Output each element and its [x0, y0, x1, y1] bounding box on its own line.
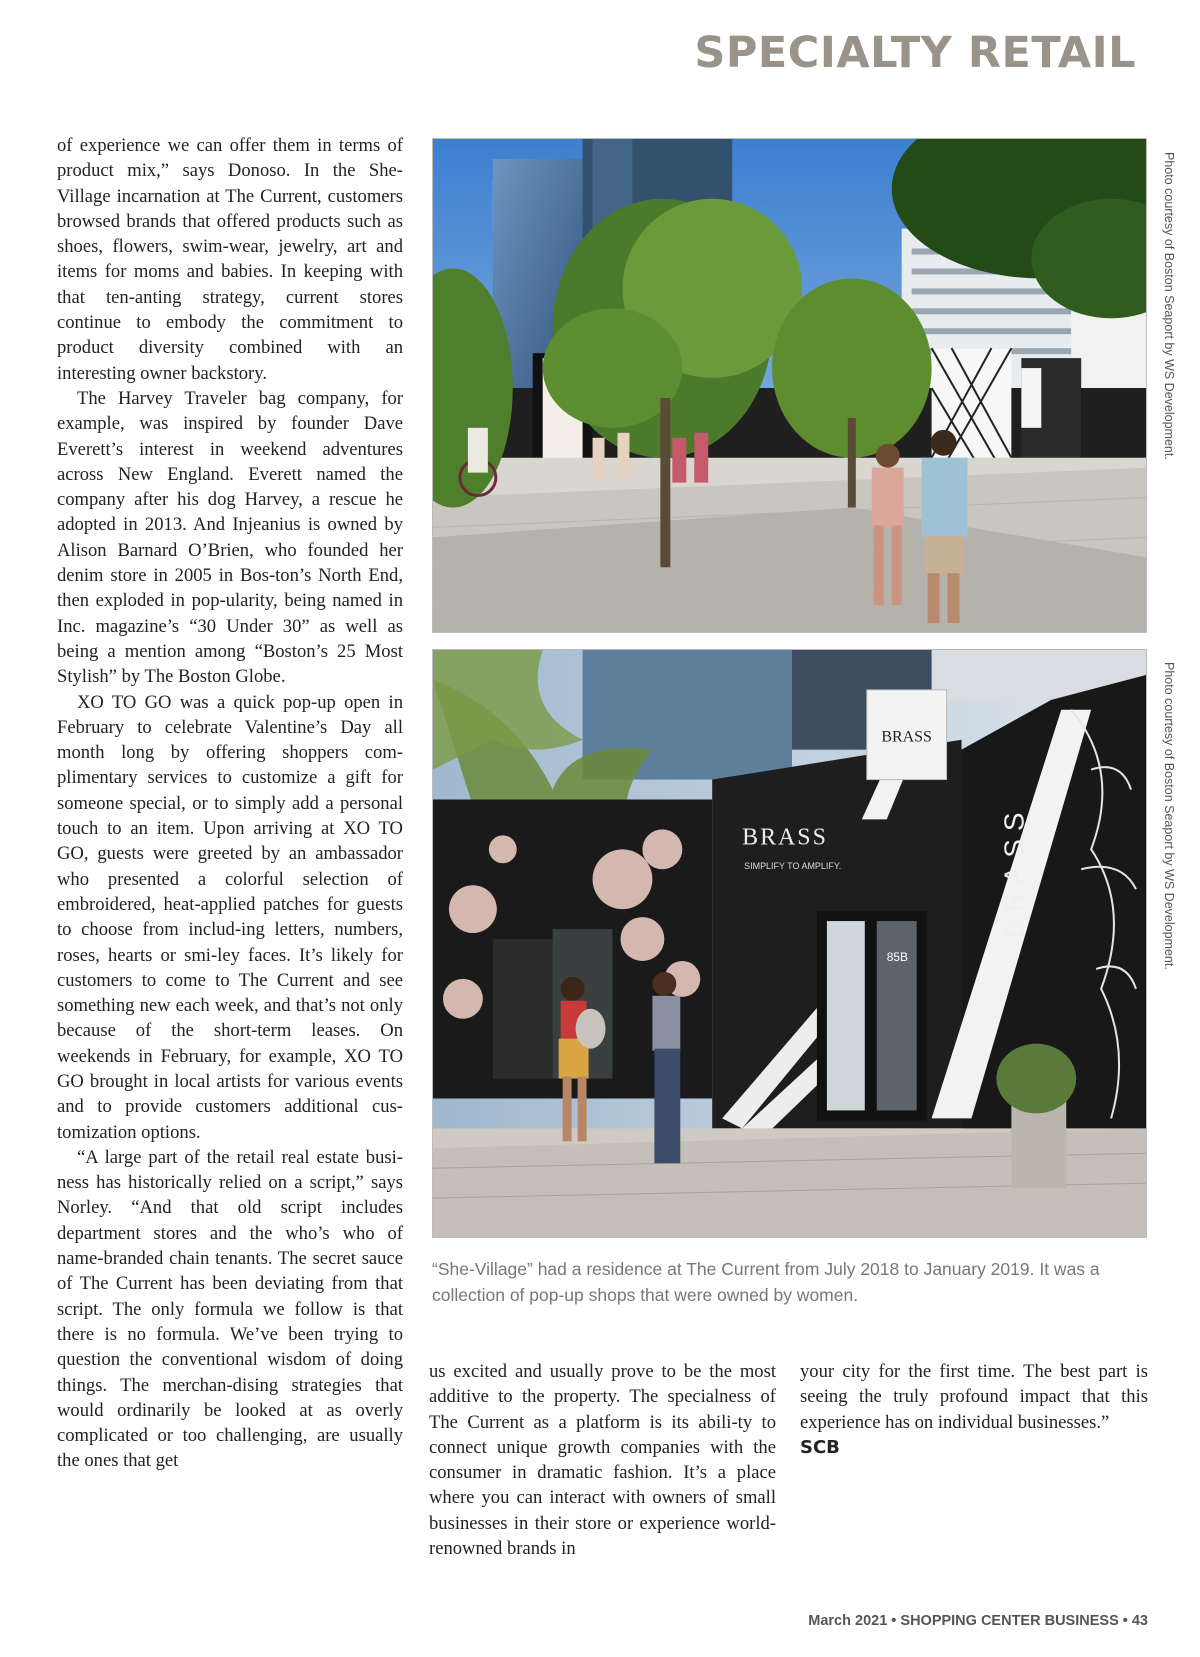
article-paragraph: The Harvey Traveler bag company, for example, was inspired by founder Dave Everett’s interest in weekend adventures across New England. Everett named the company after his dog Harvey, a rescue he adopted in 2013. And Injeanius is owned by Alison Barnard O’Brien, who founded her denim store in 2005 in Bos-ton’s North End, then exploded in pop-ularity, being named in Inc. magazine’s “30 Under 30” as well as being a mention among “Boston’s 25 Most Stylish” by The Boston Globe. — [57, 387, 403, 688]
article-column-left — [57, 133, 403, 1474]
article-paragraph: your city for the first time. The best part is seeing the truly profound impact that this experience has on individual businesses.” — [800, 1361, 1148, 1433]
article-paragraph: “A large part of the retail real estate busi-ness has historically relied on a script,” says Norley. “And that old script includes department stores and the who’s who of name-branded chain tenants. The secret sauce of The Current has been deviating from that script. The only formula we follow is that there is no formula. We’ve been trying to question the conventional wisdom of doing things. The merchan-dising strategies that would ordinarily be looked at as overly complicated or too challenging, are usually the ones that get — [57, 1146, 403, 1472]
street-scene-illustration — [433, 139, 1146, 632]
article-paragraph: of experience we can offer them in terms of product mix,” says Donoso. In the She-Village incarnation at The Current, customers browsed brands that offered products such as shoes, flowers, swim-wear, jewelry, art and items for moms and babies. In keeping with that ten-anting strategy, current stores continue to embody the commitment to product diversity combined with an interesting owner backstory. — [57, 135, 403, 384]
photo-credit: Photo courtesy of Boston Seaport by WS Development. — [1162, 662, 1176, 970]
brass-tagline: SIMPLIFY TO AMPLIFY. — [744, 861, 842, 872]
street-scene-photo — [432, 138, 1147, 633]
brass-vertical-sign: BRASS — [998, 804, 1030, 940]
end-mark: SCB — [800, 1436, 840, 1458]
door-number: 85B — [886, 949, 909, 964]
article-column-right — [800, 1359, 1148, 1460]
brass-wall-logo: BRASS — [742, 824, 828, 851]
photo-credit: Photo courtesy of Boston Seaport by WS Development. — [1162, 152, 1176, 460]
photo-caption: “She-Village” had a residence at The Current from July 2018 to January 2019. It was a collection of pop-up shops that were owned by women. — [432, 1259, 1100, 1305]
brass-hanging-sign: BRASS — [881, 728, 932, 746]
page-folio: March 2021 • SHOPPING CENTER BUSINESS • 43 — [808, 1613, 1148, 1629]
article-column-middle — [429, 1359, 776, 1561]
brass-storefront-illustration — [433, 650, 1146, 1237]
article-paragraph: XO TO GO was a quick pop-up open in February to celebrate Valentine’s Day all month long by offering shoppers com-plimentary services to customize a gift for someone special, or to simply add a personal touch to an item. Upon arriving at XO TO GO, guests were greeted by an ambassador who presented a colorful selection of embroidered, heat-applied patches for guests to choose from includ-ing letters, numbers, roses, hearts or smi-ley faces. It’s likely for customers to come to The Current and see something new each week, and that’s not only because of the short-term leases. On weekends in February, for example, XO TO GO brought in local artists for various events and to provide customers additional cus-tomization options. — [57, 691, 403, 1143]
brass-storefront-photo — [432, 649, 1147, 1238]
article-paragraph: us excited and usually prove to be the most additive to the property. The specialness of The Current as a platform is its abili-ty to connect unique growth companies with the consumer in dramatic fashion. It’s a place where you can interact with owners of small businesses in their store or experience world-renowned brands in — [429, 1361, 776, 1560]
section-heading: SPECIALTY RETAIL — [694, 28, 1136, 78]
